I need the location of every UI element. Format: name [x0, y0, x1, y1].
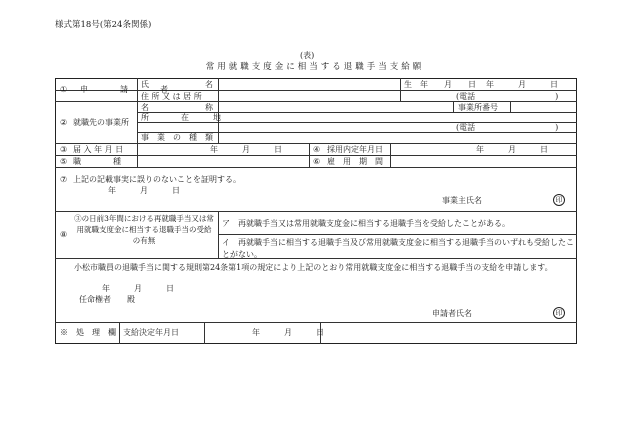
section6-number: ⑥: [313, 157, 321, 166]
section5-number: ⑤: [60, 157, 68, 166]
employer-location-label: 所 在 地: [141, 113, 221, 122]
applicant-birth-date: 年 月 日: [486, 80, 558, 89]
decision-date-value: 年 月 日: [252, 328, 324, 337]
employer-name-label: 名 称: [141, 103, 213, 112]
section1-number: ①: [60, 85, 68, 94]
section3-number: ③: [60, 145, 68, 154]
section2-label: 就職先の事業所: [73, 118, 129, 127]
employment-period-label: 雇 用 期 間: [327, 157, 383, 166]
hire-date-label: 採用内定年月日: [327, 145, 383, 154]
page-title: 常用就職支度金に相当する退職手当支給願: [205, 62, 425, 72]
certification-text: 上記の記載事実に誤りのないことを証明する。: [73, 175, 241, 184]
certification-date: 年 月 日: [108, 186, 180, 195]
employer-signature-label: 事業主氏名: [442, 196, 482, 205]
form-side-marker: (表): [300, 51, 315, 60]
section4-number: ④: [313, 145, 321, 154]
applicant-birth-label: 生 年 月 日: [404, 80, 476, 89]
employer-seal-mark: 印: [553, 194, 565, 206]
office-number-label: 事業所番号: [458, 103, 498, 112]
receipt-option-b: イ 再就職手当に相当する退職手当及び常用就職支度金に相当する退職手当のいずれも受給したことがない。: [222, 238, 574, 259]
appointing-authority-addressee: 任命権者 殿: [79, 295, 135, 304]
entry-date-label: 届 入 年 月 日: [73, 145, 124, 154]
applicant-name-label: 氏 名: [141, 80, 213, 89]
applicant-signature-label: 申請者氏名: [432, 309, 472, 318]
business-type-label: 事 業 の 種 類: [141, 133, 213, 142]
employer-phone: (電話 ): [456, 123, 559, 132]
receipt-history-label: ③の日前3年間における再就職手当又は常用就職支度金に相当する退職手当の受給の有無: [74, 214, 214, 245]
section7-number: ⑦: [60, 175, 68, 184]
decision-date-label: 支給決定年月日: [123, 328, 179, 337]
section1-label: 申 請 者: [80, 85, 180, 94]
applicant-address-label: 住 所 又 は 居 所: [141, 92, 202, 101]
office-use-label: ※ 処 理 欄: [60, 328, 116, 337]
section2-number: ②: [60, 118, 68, 127]
form-number: 様式第18号(第24条関係): [55, 20, 152, 30]
job-type-label: 職 種: [73, 157, 121, 166]
hire-date-value: 年 月 日: [476, 145, 548, 154]
applicant-phone: (電話 ): [456, 92, 559, 101]
section8-number: ⑧: [60, 230, 68, 239]
application-text: 小松市職員の退職手当に関する規則第24条第1項の規定により上記のとおり常用就職支度金に相当する退職手当の支給を申請します。: [74, 263, 553, 272]
application-date: 年 月 日: [102, 284, 174, 293]
applicant-seal-mark: 印: [553, 307, 565, 319]
receipt-option-a: ア 再就職手当又は常用就職支度金に相当する退職手当を受給したことがある。: [222, 219, 510, 228]
entry-date-value: 年 月 日: [210, 145, 282, 154]
